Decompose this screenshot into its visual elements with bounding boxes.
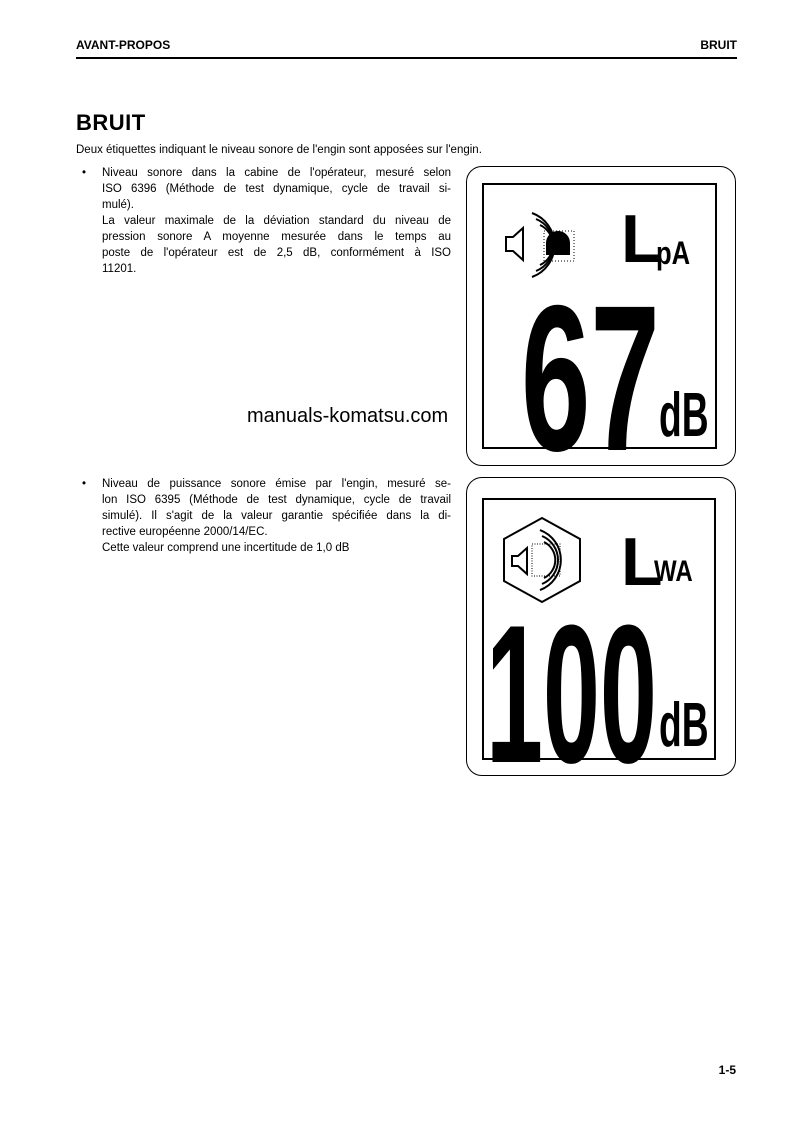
list-item xyxy=(76,476,451,556)
text-line: mulé). xyxy=(102,199,134,211)
header-rule xyxy=(76,57,737,59)
list-item xyxy=(76,165,451,277)
sound-level-value: 67 xyxy=(521,263,660,495)
symbol-sub: pA xyxy=(656,235,691,271)
page-number: 1-5 xyxy=(718,1063,736,1077)
text-line: lon ISO 6395 (Méthode de test dynamique, cycle de travail xyxy=(102,494,451,506)
text-line: poste de l'opérateur est de 2,5 dB, conformément à ISO xyxy=(102,247,451,259)
text-line: Cette valeur comprend une incertitude de 1,0 dB xyxy=(102,542,350,554)
unit: dB xyxy=(659,381,709,450)
text-line: Niveau sonore dans la cabine de l'opérateur, mesuré selon xyxy=(102,167,451,179)
text-line: ISO 6396 (Méthode de test dynamique, cycle de travail si- xyxy=(102,183,451,195)
unit: dB xyxy=(659,691,709,760)
watermark: manuals-komatsu.com xyxy=(247,405,449,427)
header-section: AVANT-PROPOS xyxy=(76,38,171,52)
symbol-main: L xyxy=(621,524,663,600)
label-frame xyxy=(482,498,716,804)
symbol-sub: WA xyxy=(654,555,693,588)
bullet: • xyxy=(82,478,87,490)
sound-power-label xyxy=(466,477,736,804)
text-line: Niveau de puissance sonore émise par l'engin, mesuré se- xyxy=(102,478,451,490)
text-line: 11201. xyxy=(102,263,137,275)
bullet: • xyxy=(82,167,87,179)
text-line: simulé). Il s'agit de la valeur garantie spécifiée dans la di- xyxy=(102,510,451,522)
symbol-main: L xyxy=(621,201,663,277)
text-line: La valeur maximale de la déviation standard du niveau de xyxy=(102,215,451,227)
intro-text: Deux étiquettes indiquant le niveau sonore de l'engin sont apposées sur l'engin. xyxy=(76,144,482,156)
text-line: pression sonore A moyenne mesurée dans le temps au xyxy=(102,231,451,243)
label-frame xyxy=(482,183,717,495)
page-title: BRUIT xyxy=(76,110,146,135)
text-line: rective européenne 2000/14/EC. xyxy=(102,526,268,538)
sound-level-value: 100 xyxy=(486,584,657,804)
sound-pressure-label xyxy=(466,166,736,495)
header-chapter: BRUIT xyxy=(700,38,737,52)
